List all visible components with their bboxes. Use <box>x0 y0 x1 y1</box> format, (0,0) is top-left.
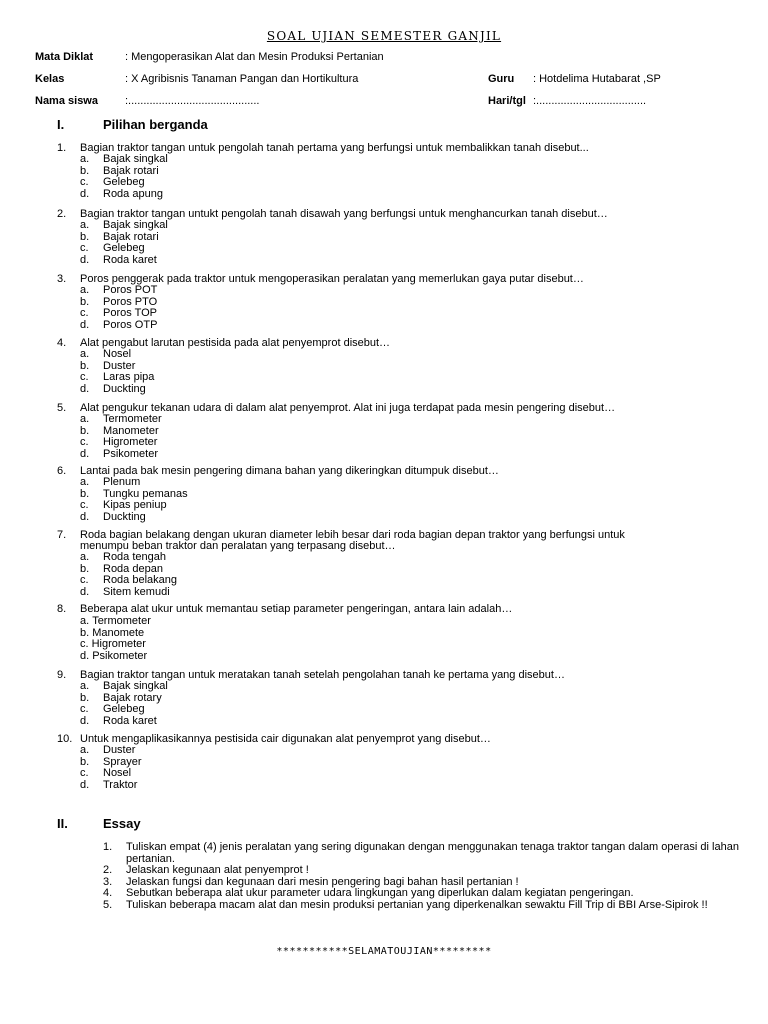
essay-question-2: 2. Jelaskan kegunaan alat penyemprot ! <box>103 864 309 876</box>
section-2-title: Essay <box>103 816 141 831</box>
section-1-title: Pilihan berganda <box>103 117 208 132</box>
essay-question-3: 3. Jelaskan fungsi dan kegunaan dari mesin pengering bagi bahan hasil pertanian ! <box>103 875 519 888</box>
question-text: Roda bagian belakang dengan ukuran diameter lebih besar dari roda bagian depan traktor yang berfungsi untuk <box>80 529 625 541</box>
option-b: b. Sprayer <box>80 755 142 768</box>
question-8-options <box>80 616 151 663</box>
question-7-text-line-2: menumpu beban traktor dan peralatan yang terpasang disebut… <box>80 540 396 552</box>
hari-tgl-label: Hari/tgl <box>488 95 526 107</box>
option-d: d. Duckting <box>80 511 146 524</box>
essay-list <box>103 842 743 911</box>
question-number: 8. <box>57 603 67 615</box>
question-number: 5. <box>57 402 67 414</box>
guru-value: : Hotdelima Hutabarat ,SP <box>533 73 661 85</box>
option-b: b. Poros PTO <box>80 295 158 308</box>
kelas-value: : X Agribisnis Tanaman Pangan dan Hortikultura <box>125 73 359 85</box>
option-b: b. Manometer <box>80 424 159 437</box>
option-a: a. Termometer <box>80 615 151 627</box>
question-4-options <box>80 349 154 396</box>
page-title: SOAL UJIAN SEMESTER GANJIL <box>266 29 502 43</box>
option-b: b. Duster <box>80 359 136 372</box>
question-text: Lantai pada bak mesin pengering dimana bahan yang dikeringkan ditumpuk disebut… <box>80 465 499 477</box>
option-b: b. Tungku pemanas <box>80 487 188 500</box>
guru-label: Guru <box>488 73 515 85</box>
question-9-options <box>80 681 168 728</box>
question-text: Bagian traktor tangan untuk pengolah tanah pertama yang berfungsi untuk membalikkan tanah disebut... <box>80 142 589 154</box>
question-number: 9. <box>57 669 67 681</box>
question-3-options <box>80 285 157 332</box>
option-a: a. Duster <box>80 744 136 756</box>
option-d: d. Psikometer <box>80 448 159 461</box>
option-a: a. Plenum <box>80 476 141 488</box>
question-2-options <box>80 220 168 267</box>
option-c: c. Poros TOP <box>80 307 158 320</box>
section-1-number: I. <box>57 117 65 132</box>
option-b: b. Bajak rotary <box>80 691 162 704</box>
question-text: Alat pengabut larutan pestisida pada alat penyemprot disebut… <box>80 337 391 349</box>
question-number: 1. <box>57 142 67 154</box>
option-b: b. Manomete <box>80 626 145 639</box>
option-d: d. Duckting <box>80 383 146 396</box>
question-10-options <box>80 745 142 792</box>
option-c: c. Roda belakang <box>80 574 178 587</box>
essay-question-5: 5. Tuliskan beberapa macam alat dan mesin produksi pertanian yang diperkenalkan sewaktu Fill Trip di BBI Arse-Sipirok !! <box>103 898 708 911</box>
option-b: b. Bajak rotari <box>80 164 159 177</box>
option-d: d. Traktor <box>80 779 138 792</box>
option-d: d. Sitem kemudi <box>80 586 170 599</box>
question-1-options <box>80 154 168 201</box>
option-c: c. Gelebeg <box>80 703 145 716</box>
question-7-options <box>80 552 177 599</box>
option-d: d. Roda karet <box>80 715 157 728</box>
option-a: a. Poros POT <box>80 284 158 296</box>
option-a: a. Nosel <box>80 348 132 360</box>
question-8 <box>57 604 512 615</box>
question-text: Beberapa alat ukur untuk memantau setiap parameter pengeringan, antara lain adalah… <box>80 603 513 615</box>
option-a: a. Bajak singkal <box>80 219 168 231</box>
option-b: b. Bajak rotari <box>80 230 159 243</box>
option-a: a. Termometer <box>80 413 162 425</box>
question-number: 10. <box>57 733 73 745</box>
option-c: c. Higrometer <box>80 638 146 651</box>
nama-siswa-field: :........................................... <box>125 95 260 107</box>
option-c: c. Nosel <box>80 767 132 780</box>
question-number: 7. <box>57 529 67 541</box>
question-text: Poros penggerak pada traktor untuk mengoperasikan peralatan yang memerlukan gaya putar disebut… <box>80 273 584 285</box>
option-a: a. Bajak singkal <box>80 680 168 692</box>
option-d: d. Psikometer <box>80 650 148 663</box>
option-c: c. Kipas peniup <box>80 499 167 512</box>
option-d: d. Poros OTP <box>80 319 158 332</box>
question-6-options <box>80 477 188 524</box>
question-5-options <box>80 414 162 461</box>
option-a: a. Roda tengah <box>80 551 166 563</box>
option-c: c. Higrometer <box>80 436 158 449</box>
option-d: d. Roda karet <box>80 254 157 267</box>
option-b: b. Roda depan <box>80 562 163 575</box>
section-2-number: II. <box>57 816 68 831</box>
mata-diklat-value: : Mengoperasikan Alat dan Mesin Produksi Pertanian <box>125 51 384 63</box>
closing-banner: ***********SELAMATOUJIAN********* <box>276 946 492 957</box>
question-text: Bagian traktor tangan untukt pengolah tanah disawah yang berfungsi untuk menghancurkan tanah disebut… <box>80 208 608 220</box>
mata-diklat-label: Mata Diklat <box>35 51 94 63</box>
question-text: Alat pengukur tekanan udara di dalam alat penyemprot. Alat ini juga terdapat pada mesin pengering disebut… <box>80 402 616 414</box>
question-text: Bagian traktor tangan untuk meratakan tanah setelah pengolahan tanah ke pertama yang disebut… <box>80 669 565 681</box>
question-text: Untuk mengaplikasikannya pestisida cair digunakan alat penyemprot yang disebut… <box>80 733 491 745</box>
option-d: d. Roda apung <box>80 188 163 201</box>
option-c: c. Gelebeg <box>80 242 145 255</box>
essay-question-4: 4. Sebutkan beberapa alat ukur parameter udara lingkungan yang diperlukan dalam kegiatan pengeringan. <box>103 887 634 899</box>
question-number: 2. <box>57 208 67 220</box>
hari-tgl-field: :.................................... <box>533 95 647 107</box>
question-number: 3. <box>57 273 67 285</box>
nama-siswa-label: Nama siswa <box>35 95 98 107</box>
kelas-label: Kelas <box>35 73 65 85</box>
option-c: c. Gelebeg <box>80 176 145 189</box>
option-c: c. Laras pipa <box>80 371 155 384</box>
essay-question-1: 1. Tuliskan empat (4) jenis peralatan yang sering digunakan dengan menggunakan tenaga traktor tangan dalam operasi di lahan pertanian. <box>103 841 739 865</box>
question-number: 6. <box>57 465 67 477</box>
question-number: 4. <box>57 337 67 349</box>
option-a: a. Bajak singkal <box>80 153 168 165</box>
